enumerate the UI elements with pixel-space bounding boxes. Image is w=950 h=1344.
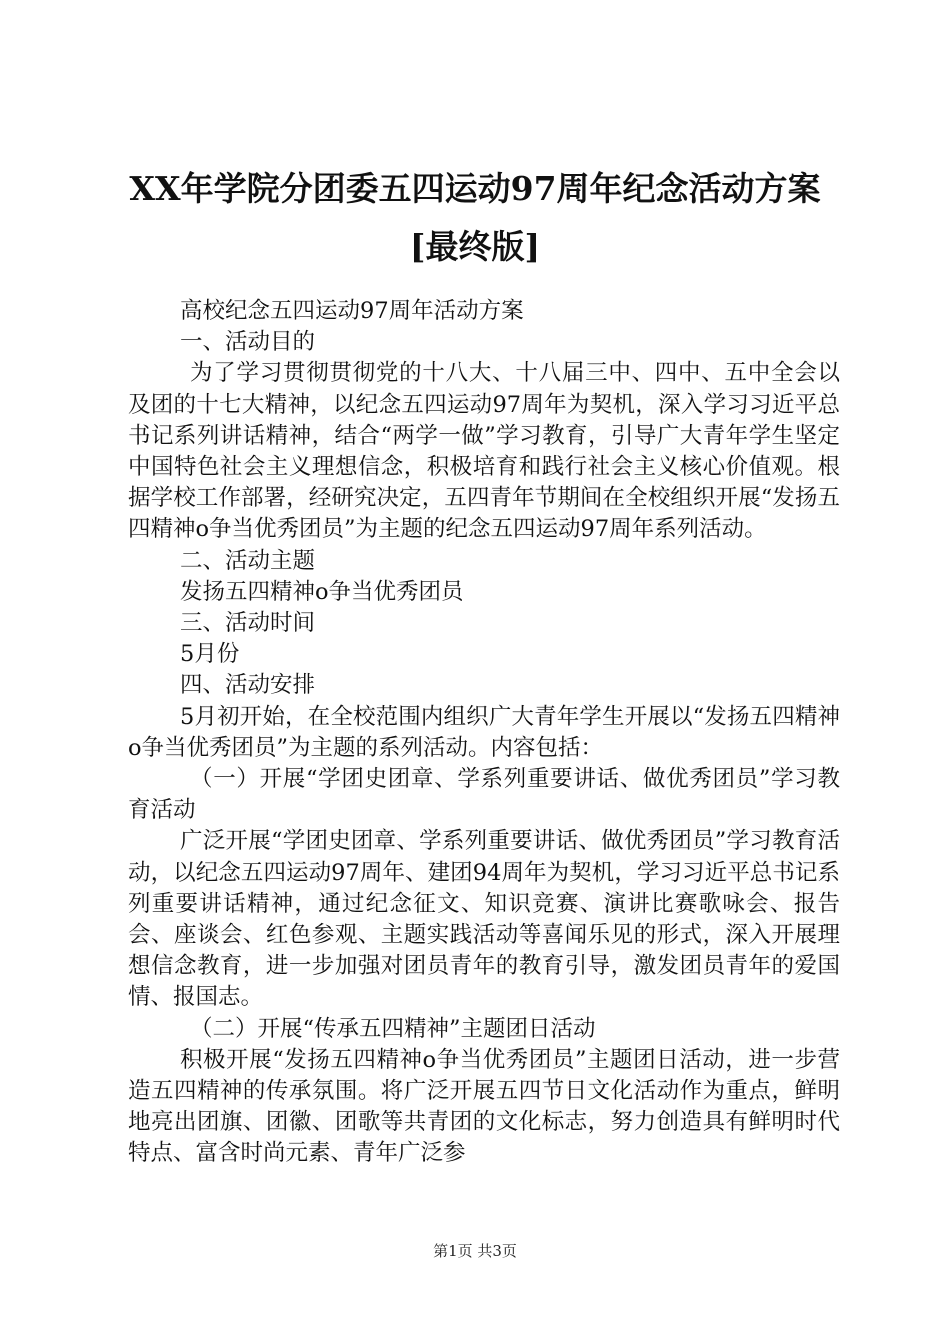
- section-heading: 四、活动安排: [180, 672, 316, 699]
- section-heading: 三、活动时间: [180, 610, 316, 637]
- subsection-heading: （一）开展“学团史团章、学系列重要讲话、做优秀团员”学习教育活动: [128, 766, 840, 824]
- section-heading: 一、活动目的: [180, 329, 316, 356]
- document-body: [128, 296, 840, 1170]
- paragraph: 广泛开展“学团史团章、学系列重要讲话、做优秀团员”学习教育活动，以纪念五四运动97周年、建团94周年为契机，学习习近平总书记系列重要讲话精神，通过纪念征文、知识竞赛、演讲比赛歌咏会、报告会、座谈会、红色参观、主题实践活动等喜闻乐见的形式，深入开展理想信念教育，进一步加强对团员青年的教育引导，激发团员青年的爱国情、报国志。: [128, 828, 840, 1011]
- paragraph: 发扬五四精神o争当优秀团员: [180, 578, 464, 605]
- document-title: XX年学院分团委五四运动97周年纪念活动方案[最终版]: [129, 169, 821, 266]
- subsection-heading: （二）开展“传承五四精神”主题团日活动: [190, 1015, 596, 1042]
- page-footer: 第1页 共3页: [433, 1242, 517, 1260]
- paragraph: 5月初开始，在全校范围内组织广大青年学生开展以“发扬五四精神o争当优秀团员”为主题的系列活动。内容包括：: [128, 703, 840, 761]
- section-heading: 二、活动主题: [180, 547, 316, 574]
- paragraph: 积极开展“发扬五四精神o争当优秀团员”主题团日活动，进一步营造五四精神的传承氛围。将广泛开展五四节日文化活动作为重点，鲜明地亮出团旗、团徽、团歌等共青团的文化标志，努力创造具有鲜明时代特点、富含时尚元素、青年广泛参: [128, 1046, 840, 1167]
- paragraph: 5月份: [180, 641, 240, 668]
- paragraph: 为了学习贯彻贯彻党的十八大、十八届三中、四中、五中全会以及团的十七大精神，以纪念五四运动97周年为契机，深入学习习近平总书记系列讲话精神，结合“两学一做”学习教育，引导广大青年学生坚定中国特色社会主义理想信念，积极培育和践行社会主义核心价值观。根据学校工作部署，经研究决定，五四青年节期间在全校组织开展“发扬五四精神o争当优秀团员”为主题的纪念五四运动97周年系列活动。: [128, 360, 840, 543]
- paragraph-subtitle: 高校纪念五四运动97周年活动方案: [180, 298, 524, 324]
